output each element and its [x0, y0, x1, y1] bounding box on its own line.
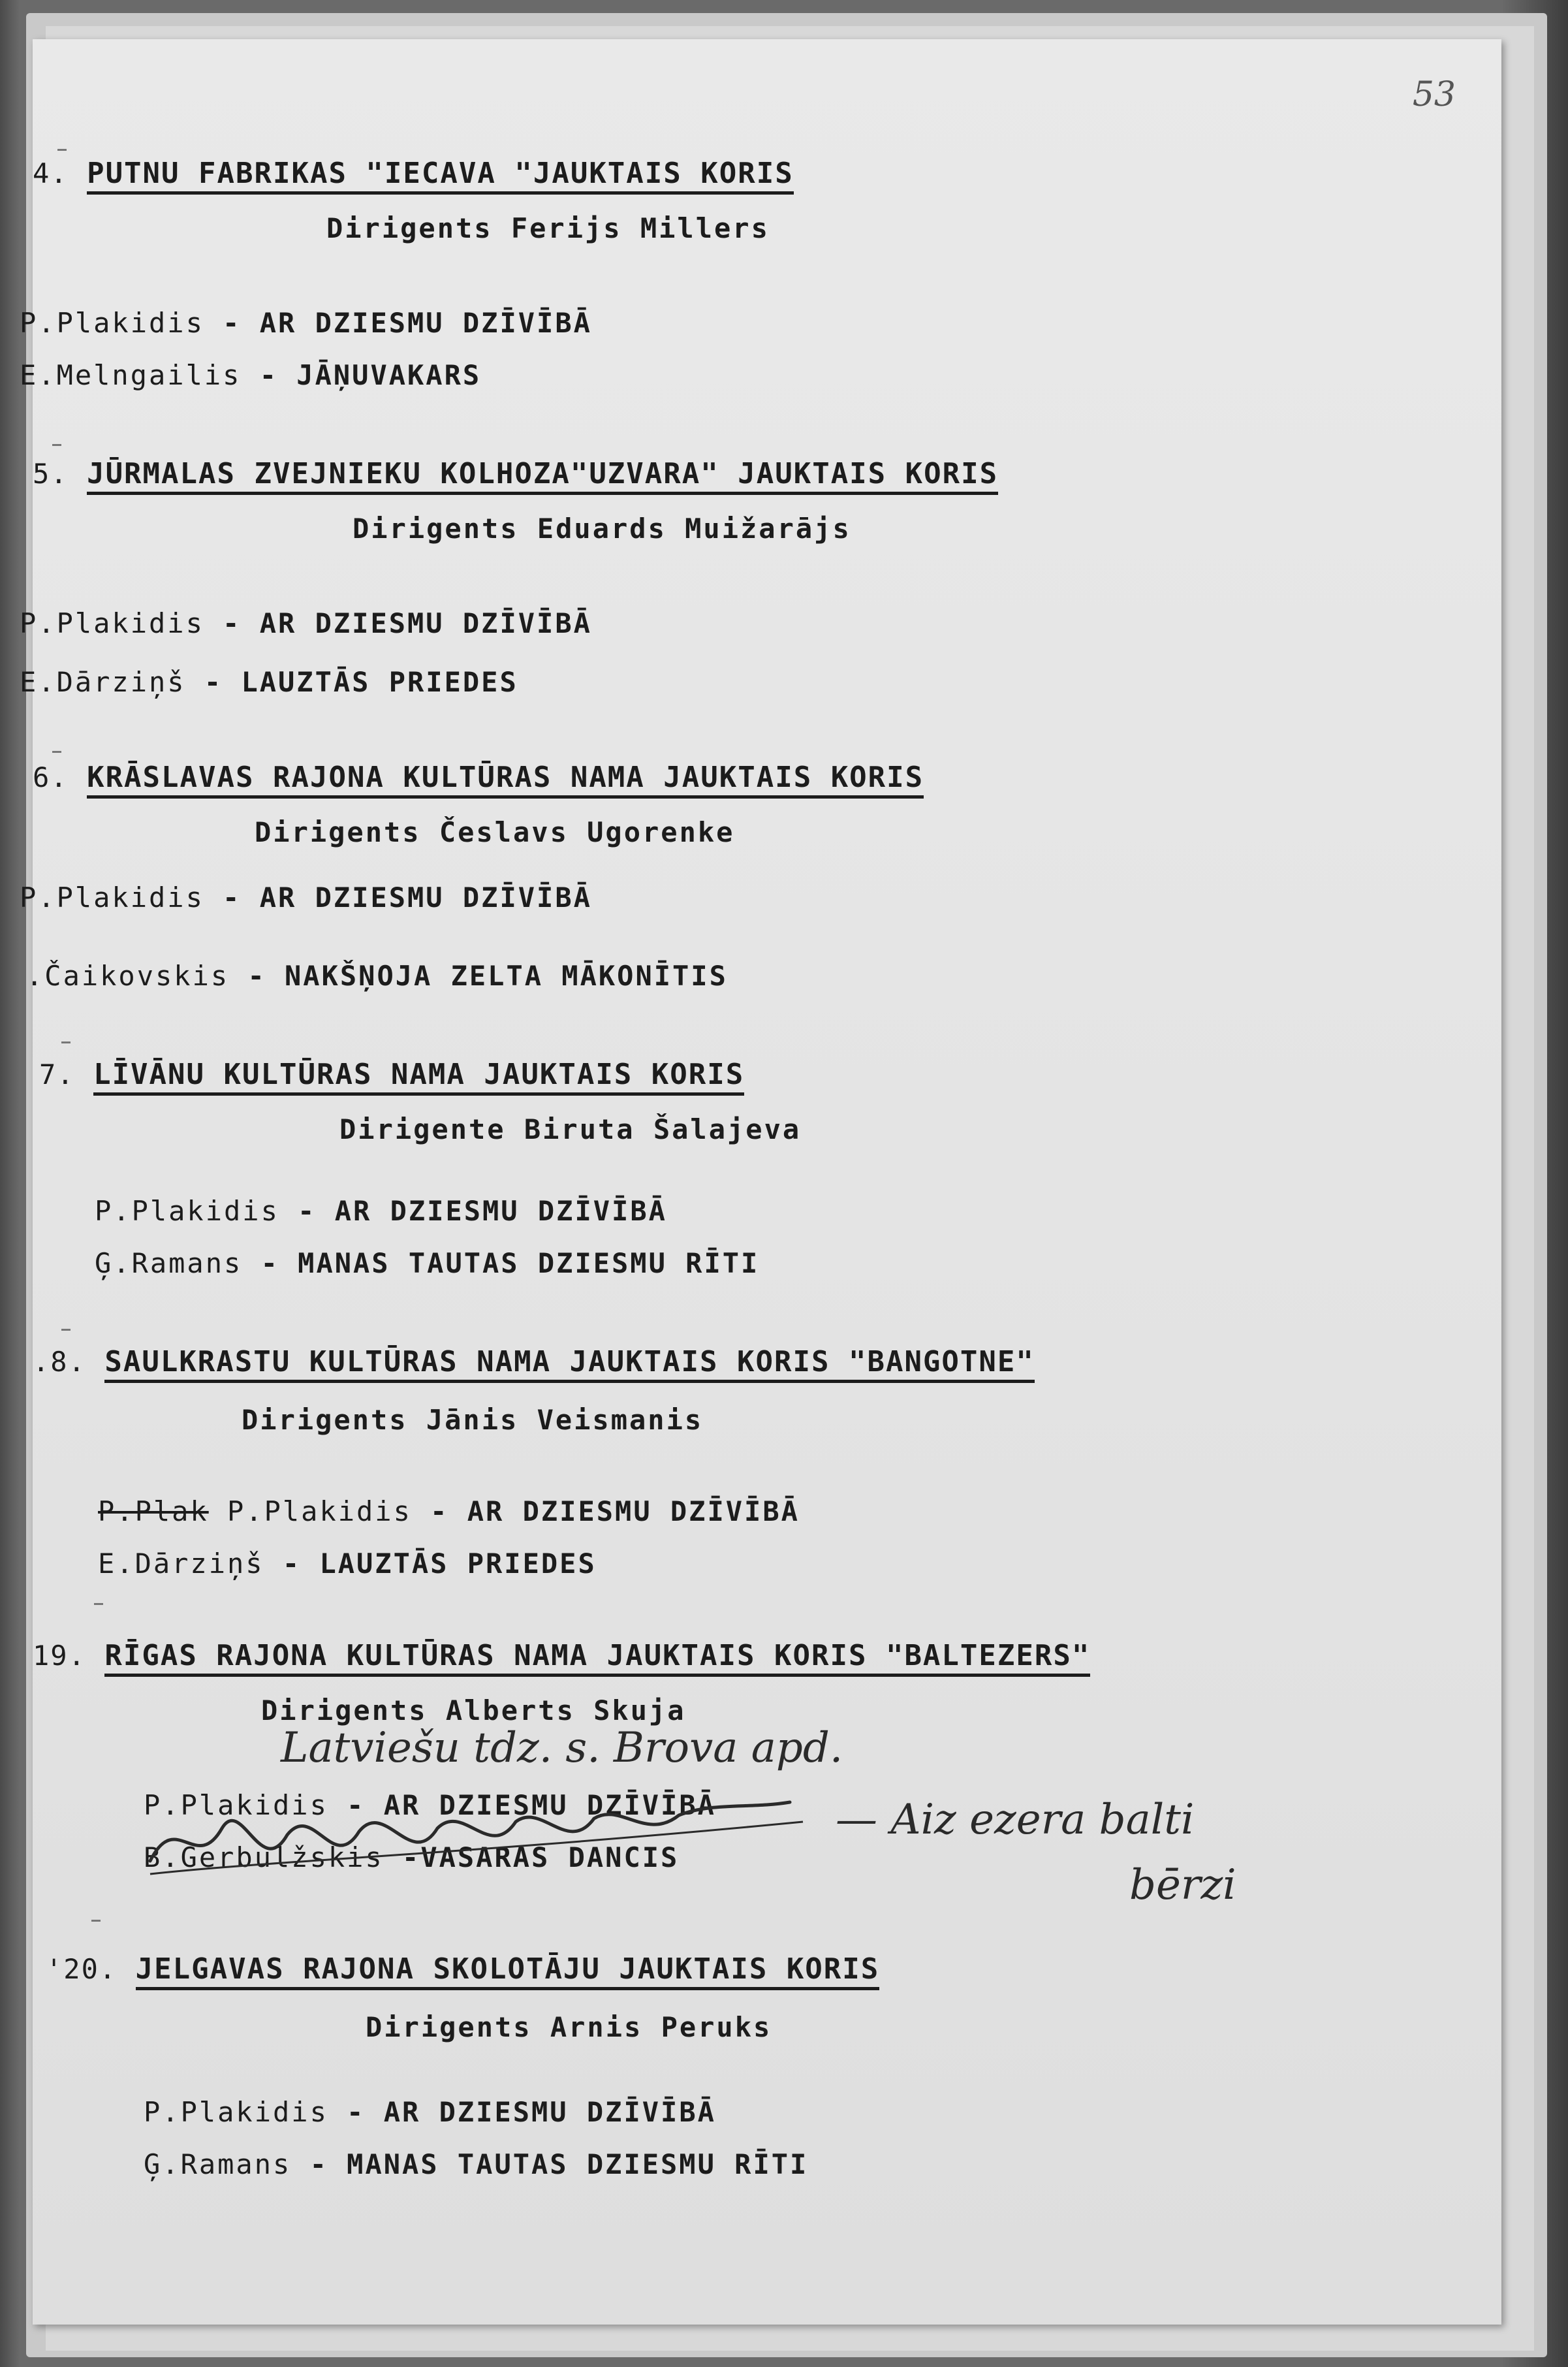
margin-mark	[61, 1041, 71, 1043]
piece: AR DZIESMU DZĪVĪBĀ	[383, 1789, 716, 1821]
entry-number: 6.	[33, 761, 69, 793]
separator: -	[204, 607, 260, 639]
separator: -	[328, 1789, 384, 1821]
entry-title	[46, 1952, 879, 1986]
handwritten-note: Latviešu tdz. s. Brova apd.	[281, 1724, 843, 1772]
margin-mark	[57, 149, 67, 151]
entry-number: 5.	[33, 458, 69, 490]
piece: VASARAS DANCIS	[420, 1841, 680, 1873]
work-line	[20, 607, 592, 639]
composer: P.Plakidis	[144, 1789, 328, 1821]
composer: E.Dārziņš	[20, 666, 186, 698]
handwritten-note: bērzi	[1129, 1861, 1236, 1909]
work-line	[20, 882, 592, 913]
work-line	[20, 359, 481, 391]
work-line	[144, 2148, 808, 2180]
composer: Ģ.Ramans	[95, 1247, 243, 1279]
composer: P.Plakidis	[20, 882, 204, 913]
piece: JĀŅUVAKARS	[296, 359, 482, 391]
entry-number: '20.	[46, 1953, 118, 1985]
margin-mark	[52, 751, 61, 753]
piece: LAUZTĀS PRIEDES	[241, 666, 518, 698]
choir-name: PUTNU FABRIKAS "IECAVA "JAUKTAIS KORIS	[87, 157, 794, 195]
choir-name: RĪGAS RAJONA KULTŪRAS NAMA JAUKTAIS KORIS "BALTEZERS"	[104, 1639, 1090, 1677]
piece: MANAS TAUTAS DZIESMU RĪTI	[298, 1247, 760, 1279]
piece: AR DZIESMU DZĪVĪBĀ	[334, 1195, 667, 1227]
conductor: Dirigents Ferijs Millers	[326, 212, 770, 244]
entry-title	[33, 457, 998, 490]
separator: -	[264, 1548, 320, 1580]
piece: MANAS TAUTAS DZIESMU RĪTI	[347, 2148, 809, 2180]
entry-title	[39, 1058, 744, 1091]
separator: -	[328, 2096, 384, 2128]
entry-number: 19.	[33, 1640, 86, 1672]
separator: -	[204, 307, 260, 339]
composer: .Čaikovskis	[26, 960, 230, 992]
entry-number: 4.	[33, 157, 69, 189]
composer: P.Plakidis	[20, 307, 204, 339]
separator: -	[279, 1195, 335, 1227]
entry-number: 7.	[39, 1058, 75, 1090]
composer: P.Plakidis	[20, 607, 204, 639]
composer: P.Plakidis	[144, 2096, 328, 2128]
conductor: Dirigents Eduards Muižarājs	[353, 513, 851, 545]
entry-title	[33, 1345, 1035, 1378]
entry-title	[33, 1639, 1090, 1672]
entry-number: .8.	[33, 1346, 86, 1378]
piece: AR DZIESMU DZĪVĪBĀ	[259, 882, 592, 913]
conductor: Dirigents Arnis Peruks	[366, 2011, 772, 2043]
work-line	[98, 1495, 800, 1527]
choir-name: JELGAVAS RAJONA SKOLOTĀJU JAUKTAIS KORIS	[136, 1952, 880, 1990]
choir-name: KRĀSLAVAS RAJONA KULTŪRAS NAMA JAUKTAIS KORIS	[87, 761, 924, 799]
margin-mark	[91, 1920, 101, 1922]
conductor: Dirigents Jānis Veismanis	[242, 1404, 704, 1436]
work-line	[98, 1548, 597, 1580]
struck-prefix: P.Plak	[98, 1495, 209, 1527]
handwritten-note: — Aiz ezera balti	[836, 1796, 1195, 1844]
piece: NAKŠŅOJA ZELTA MĀKONĪTIS	[285, 960, 728, 992]
work-line	[20, 666, 518, 698]
margin-mark	[94, 1603, 103, 1605]
piece: AR DZIESMU DZĪVĪBĀ	[259, 607, 592, 639]
composer: B.Gerbulžskis	[144, 1841, 384, 1873]
entry-title	[33, 761, 924, 794]
choir-name: LĪVĀNU KULTŪRAS NAMA JAUKTAIS KORIS	[93, 1058, 744, 1096]
composer: P.Plakidis	[95, 1195, 279, 1227]
choir-name: JŪRMALAS ZVEJNIEKU KOLHOZA"UZVARA" JAUKTAIS KORIS	[87, 457, 998, 495]
piece: AR DZIESMU DZĪVĪBĀ	[467, 1495, 800, 1527]
conductor: Dirigente Biruta Šalajeva	[339, 1113, 802, 1145]
work-line	[26, 960, 728, 992]
margin-mark	[52, 444, 61, 446]
piece: AR DZIESMU DZĪVĪBĀ	[259, 307, 592, 339]
work-line	[95, 1247, 759, 1279]
margin-mark	[61, 1329, 71, 1331]
separator: -	[291, 2148, 347, 2180]
piece: LAUZTĀS PRIEDES	[319, 1548, 597, 1580]
conductor: Dirigents Česlavs Ugorenke	[255, 816, 735, 848]
choir-name: SAULKRASTU KULTŪRAS NAMA JAUKTAIS KORIS "BANGOTNE"	[104, 1345, 1035, 1383]
separator: -	[204, 882, 260, 913]
composer: E.Dārziņš	[98, 1548, 264, 1580]
composer: E.Melngailis	[20, 359, 242, 391]
composer: P.Plakidis	[227, 1495, 412, 1527]
separator: -	[242, 1247, 298, 1279]
conductor: Dirigents Alberts Skuja	[261, 1694, 686, 1726]
separator: -	[383, 1841, 421, 1873]
separator: -	[411, 1495, 467, 1527]
separator: -	[241, 359, 297, 391]
work-line	[95, 1195, 667, 1227]
piece: AR DZIESMU DZĪVĪBĀ	[383, 2096, 716, 2128]
separator: -	[185, 666, 242, 698]
separator: -	[229, 960, 285, 992]
document-page	[20, 39, 1501, 2325]
work-line	[20, 307, 592, 339]
page-number: 53	[1412, 75, 1456, 114]
composer: Ģ.Ramans	[144, 2148, 292, 2180]
entry-title	[33, 157, 794, 190]
handwritten-strikeout	[137, 1783, 823, 1900]
work-line	[144, 2096, 716, 2128]
